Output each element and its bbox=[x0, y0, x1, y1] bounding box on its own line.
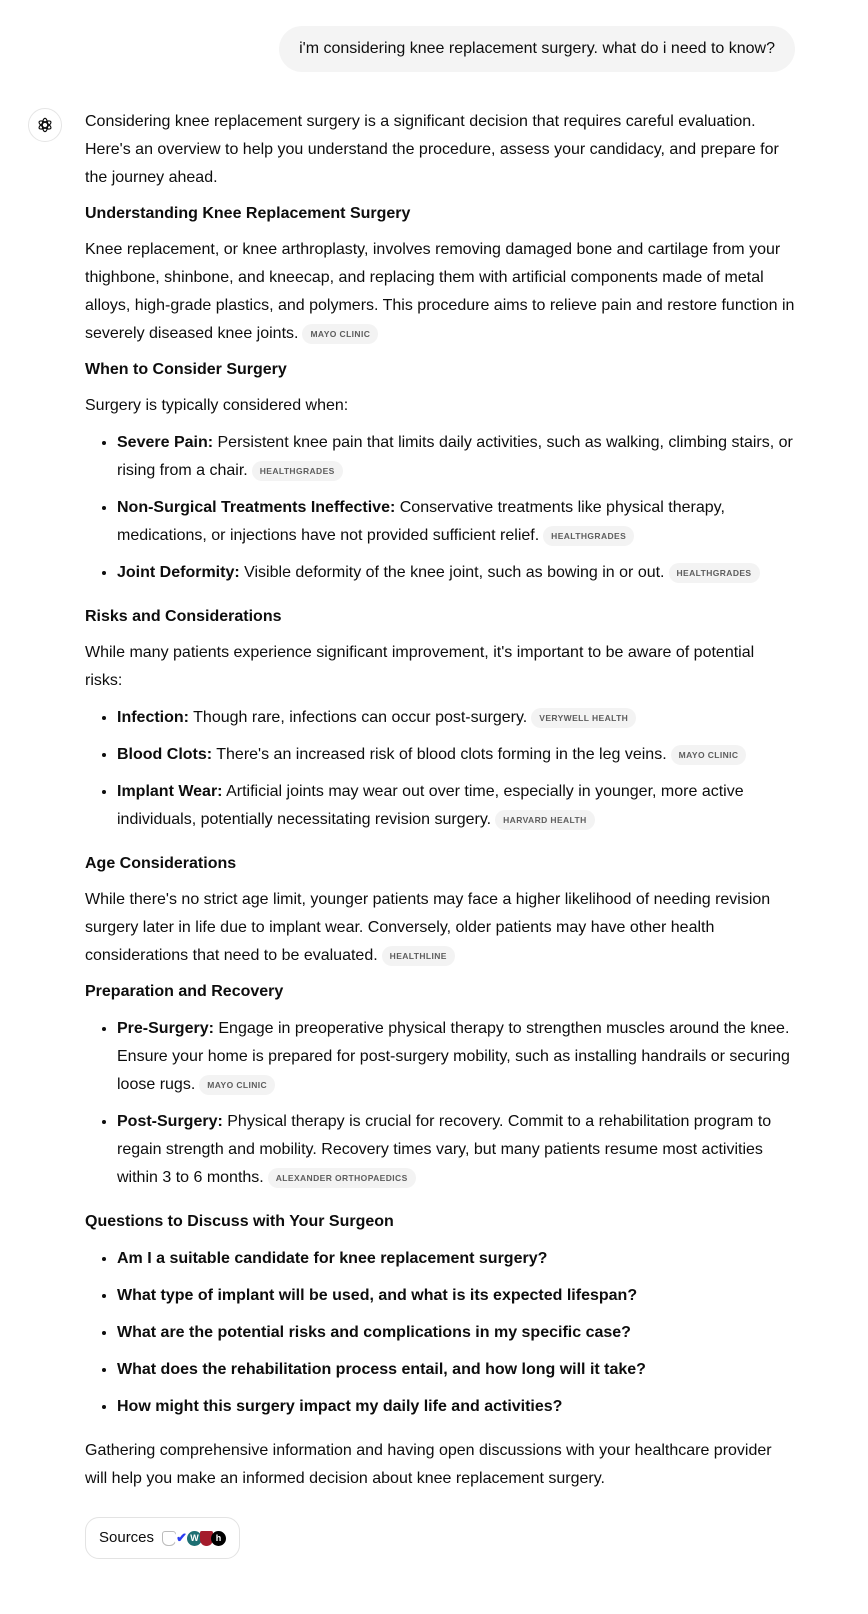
item-label: Blood Clots: bbox=[117, 746, 213, 763]
citation-pill[interactable]: MAYO CLINIC bbox=[671, 745, 747, 765]
bullet-list bbox=[85, 703, 795, 834]
item-text: Engage in preoperative physical therapy to strengthen muscles around the knee. Ensure your home is prepared for post-surgery mobility, such as installing handrails or securing loose rugs. bbox=[117, 1020, 790, 1093]
item-text: Visible deformity of the knee joint, such as bowing in or out. bbox=[239, 564, 665, 581]
citation-pill[interactable]: VERYWELL HEALTH bbox=[531, 708, 636, 728]
list-item bbox=[117, 703, 795, 732]
paragraph bbox=[85, 886, 795, 970]
user-message-row bbox=[0, 0, 868, 72]
item-text: Physical therapy is crucial for recovery. Commit to a rehabilitation program to regain strength and mobility. Recovery times vary, but many patients resume most activities within 3 to 6 months. bbox=[117, 1113, 772, 1186]
question-item: • How might this surgery impact my daily life and activities? bbox=[117, 1392, 795, 1421]
list-item bbox=[117, 493, 795, 550]
item-label: Non-Surgical Treatments Ineffective: bbox=[117, 499, 396, 516]
paragraph: Surgery is typically considered when: bbox=[85, 397, 349, 414]
citation-pill[interactable]: HARVARD HEALTH bbox=[495, 810, 595, 830]
sources-button[interactable] bbox=[85, 1517, 240, 1559]
citation-pill[interactable]: HEALTHGRADES bbox=[543, 526, 634, 546]
section-heading: Understanding Knee Replacement Surgery bbox=[85, 205, 411, 222]
paragraph: While many patients experience significant improvement, it's important to be aware of potential risks: bbox=[85, 644, 755, 689]
bullet-list bbox=[85, 1014, 795, 1192]
list-item bbox=[117, 1107, 795, 1192]
sources-label: Sources bbox=[99, 1529, 155, 1546]
item-text: Though rare, infections can occur post-surgery. bbox=[189, 709, 528, 726]
section-heading: Questions to Discuss with Your Surgeon bbox=[85, 1213, 394, 1230]
item-label: Joint Deformity: bbox=[117, 564, 240, 581]
item-label: Post-Surgery: bbox=[117, 1113, 223, 1130]
healthgrades-icon: W bbox=[187, 1531, 202, 1546]
paragraph-text: While there's no strict age limit, younger patients may face a higher likelihood of needing revision surgery later in life due to implant wear. Conversely, older patients may have other health considerations that need to be evaluated. bbox=[85, 891, 771, 964]
assistant-message bbox=[0, 108, 868, 1559]
healthline-icon: h bbox=[211, 1531, 226, 1546]
citation-pill[interactable]: HEALTHGRADES bbox=[252, 461, 343, 481]
item-label: Infection: bbox=[117, 709, 189, 726]
question-item: • Am I a suitable candidate for knee replacement surgery? bbox=[117, 1244, 795, 1273]
item-text: Persistent knee pain that limits daily activities, such as walking, climbing stairs, or rising from a chair. bbox=[117, 434, 793, 479]
paragraph bbox=[85, 236, 795, 348]
item-text: There's an increased risk of blood clots forming in the leg veins. bbox=[212, 746, 667, 763]
user-message-bubble: i'm considering knee replacement surgery. what do i need to know? bbox=[279, 26, 795, 72]
conclusion-paragraph: Gathering comprehensive information and having open discussions with your healthcare provider will help you make an informed decision about knee replacement surgery. bbox=[85, 1442, 772, 1487]
item-label: Implant Wear: bbox=[117, 783, 223, 800]
question-item: • What does the rehabilitation process entail, and how long will it take? bbox=[117, 1355, 795, 1384]
section-heading: Age Considerations bbox=[85, 855, 237, 872]
citation-pill[interactable]: MAYO CLINIC bbox=[302, 324, 378, 344]
section-heading: When to Consider Surgery bbox=[85, 361, 287, 378]
item-text: Artificial joints may wear out over time, especially in younger, more active individuals, potentially necessitating revision surgery. bbox=[117, 783, 744, 828]
section-heading: Risks and Considerations bbox=[85, 608, 282, 625]
chatgpt-logo-icon bbox=[28, 108, 62, 142]
question-item: • What are the potential risks and complications in my specific case? bbox=[117, 1318, 795, 1347]
list-item bbox=[117, 777, 795, 834]
question-item: • What type of implant will be used, and what is its expected lifespan? bbox=[117, 1281, 795, 1310]
list-item bbox=[117, 1014, 795, 1099]
questions-list bbox=[85, 1244, 795, 1421]
item-label: Pre-Surgery: bbox=[117, 1020, 214, 1037]
item-label: Severe Pain: bbox=[117, 434, 214, 451]
item-text: Conservative treatments like physical therapy, medications, or injections have not provided sufficient relief. bbox=[117, 499, 725, 544]
paragraph-text: Knee replacement, or knee arthroplasty, involves removing damaged bone and cartilage from your thighbone, shinbone, and kneecap, and replacing them with artificial components made of metal alloys, high-grade plastics, and polymers. This procedure aims to relieve pain and restore function in severely diseased knee joints. bbox=[85, 241, 795, 342]
list-item bbox=[117, 740, 795, 769]
intro-paragraph: Considering knee replacement surgery is a significant decision that requires careful evaluation. Here's an overview to help you understand the procedure, assess your candidacy, and prepare for the journey ahead. bbox=[85, 113, 779, 186]
verywell-icon: ✔ bbox=[174, 1531, 189, 1546]
section-heading: Preparation and Recovery bbox=[85, 983, 284, 1000]
citation-pill[interactable]: HEALTHLINE bbox=[382, 946, 455, 966]
source-icons bbox=[164, 1531, 226, 1546]
citation-pill[interactable]: MAYO CLINIC bbox=[199, 1075, 275, 1095]
citation-pill[interactable]: HEALTHGRADES bbox=[669, 563, 760, 583]
list-item bbox=[117, 558, 795, 587]
list-item bbox=[117, 428, 795, 485]
citation-pill[interactable]: ALEXANDER ORTHOPAEDICS bbox=[268, 1168, 416, 1188]
bullet-list bbox=[85, 428, 795, 587]
